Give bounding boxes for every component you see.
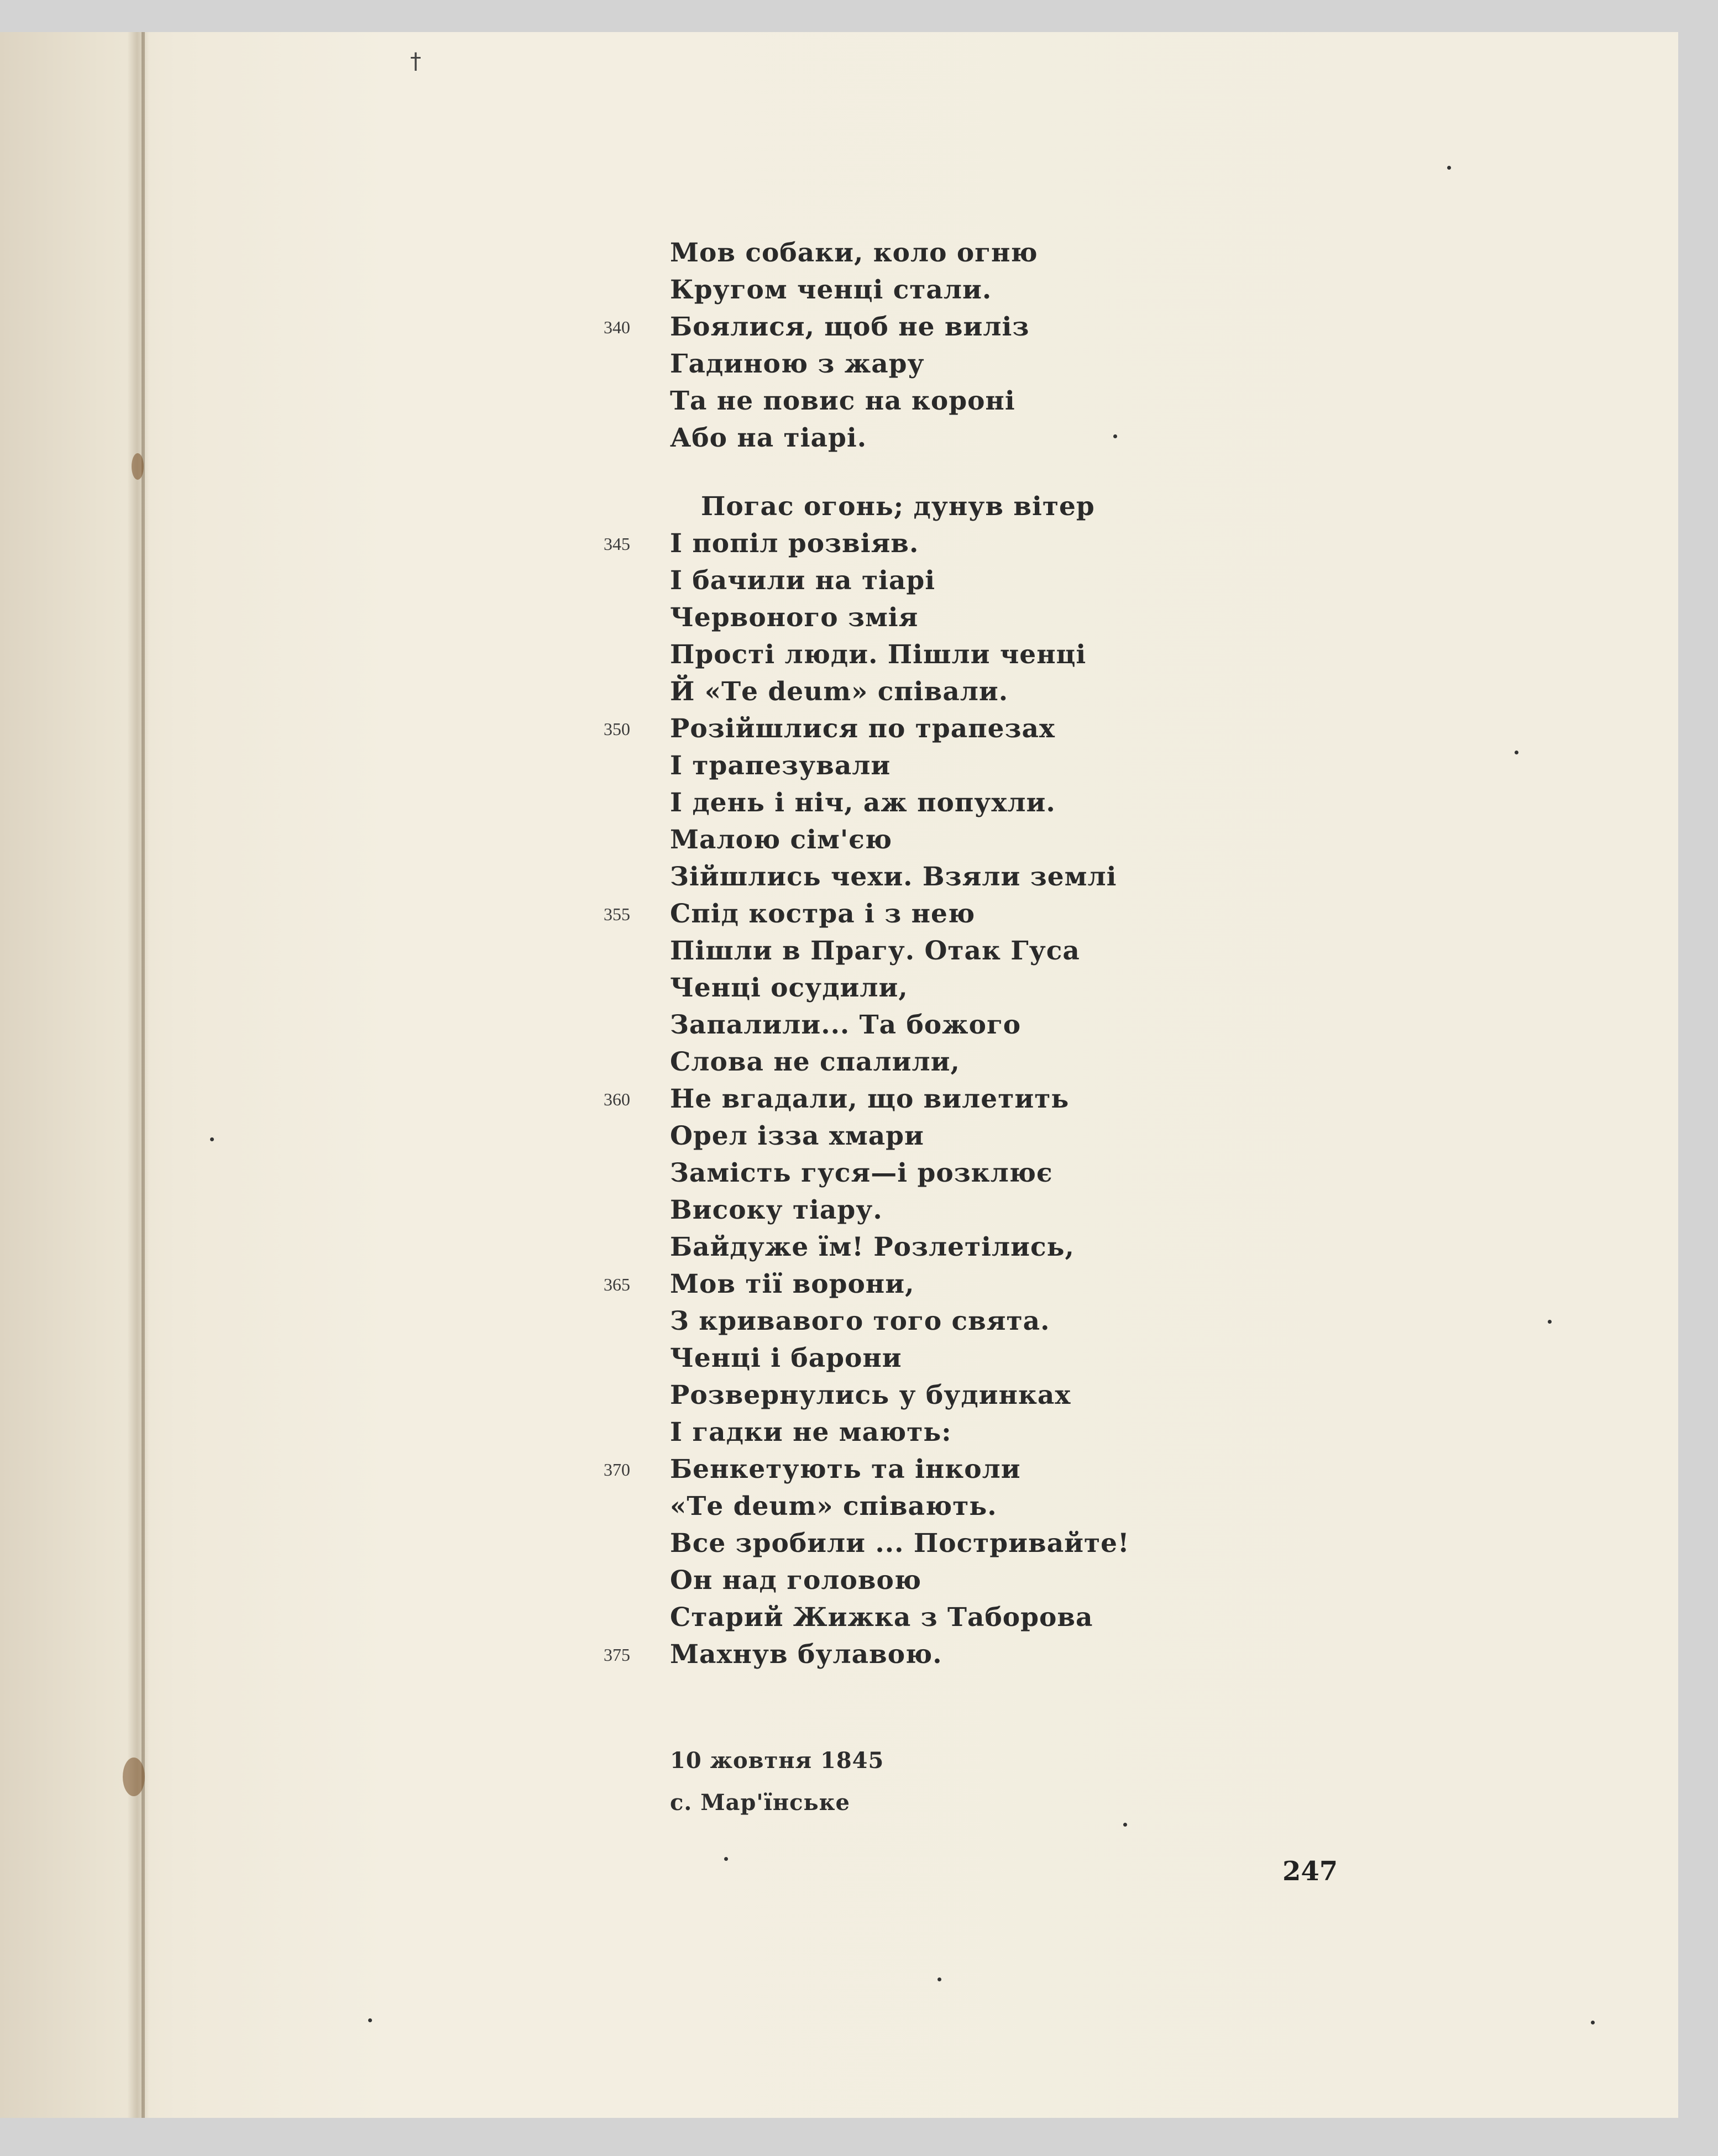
page-gutter-shadow: [127, 32, 149, 2118]
binding-edge: [142, 32, 145, 2118]
poem-line: Ченці і барони: [670, 1343, 902, 1373]
line-number: 345: [604, 534, 630, 554]
poem-line: І гадки не мають:: [670, 1417, 952, 1447]
poem-line: «Те deum» співають.: [670, 1491, 997, 1522]
line-number: 365: [604, 1274, 630, 1294]
poem-line: Ченці осудили,: [670, 973, 908, 1003]
poem-line: Гадиною з жару: [670, 349, 925, 379]
poem-line: Спід костра і з нею: [670, 899, 976, 929]
book-page: [0, 32, 1678, 2118]
poem-line: Слова не спалили,: [670, 1047, 960, 1077]
line-number: 340: [604, 317, 630, 337]
poem-line: Високу тіару.: [670, 1195, 883, 1225]
paper-speck: [937, 1977, 941, 1981]
paper-speck: [724, 1857, 728, 1861]
top-mark: †: [410, 49, 421, 74]
poem-line: І трапезували: [670, 751, 891, 781]
poem-line: Кругом ченці стали.: [670, 275, 992, 305]
page-number: 247: [1282, 1856, 1338, 1887]
poem-line: Та не повис на короні: [670, 386, 1015, 416]
poem-line: Боялися, щоб не виліз: [670, 312, 1030, 342]
poem-line: Запалили... Та божого: [670, 1010, 1022, 1040]
line-number: 375: [604, 1645, 630, 1665]
paper-speck: [1447, 166, 1451, 170]
poem-line: Пішли в Прагу. Отак Гуса: [670, 936, 1080, 966]
paper-speck: [1548, 1320, 1552, 1324]
line-number: 350: [604, 719, 630, 739]
poem-line: З кривавого того свята.: [670, 1306, 1050, 1336]
poem-line: Розійшлися по трапезах: [670, 714, 1055, 744]
paper-speck: [1123, 1823, 1127, 1827]
poem-line: Або на тіарі.: [670, 423, 867, 453]
poem-place: с. Мар'їнське: [670, 1790, 850, 1816]
poem-line: Прості люди. Пішли ченці: [670, 639, 1087, 670]
poem-line: І попіл розвіяв.: [670, 528, 919, 559]
line-number: 370: [604, 1460, 630, 1480]
poem-line: Байдуже їм! Розлетілись,: [670, 1232, 1075, 1262]
paper-speck: [210, 1137, 214, 1141]
poem-date: 10 жовтня 1845: [670, 1748, 884, 1774]
poem-line: Бенкетують та інколи: [670, 1454, 1021, 1484]
paper-speck: [1113, 434, 1117, 438]
poem-line: Орел ізза хмари: [670, 1121, 924, 1151]
poem-line: Червоного змія: [670, 602, 919, 633]
line-number: 355: [604, 904, 630, 924]
paper-speck: [1591, 2021, 1595, 2024]
paper-speck: [1515, 751, 1518, 754]
poem-line: Замість гуся—і розклює: [670, 1158, 1053, 1188]
poem-line: Он над головою: [670, 1565, 922, 1596]
ink-stain: [123, 1758, 145, 1796]
line-number: 360: [604, 1089, 630, 1109]
poem-line: Зійшлись чехи. Взяли землі: [670, 862, 1117, 892]
ink-stain: [132, 453, 144, 480]
poem-line: Погас огонь; дунув вітер: [701, 491, 1095, 522]
paper-speck: [368, 2018, 372, 2022]
poem-line: Все зробили ... Постривайте!: [670, 1528, 1130, 1559]
poem-line: Мов тії ворони,: [670, 1269, 915, 1299]
poem-line: Малою сім'єю: [670, 825, 893, 855]
poem-line: Розвернулись у будинках: [670, 1380, 1071, 1410]
poem-line: І бачили на тіарі: [670, 565, 936, 596]
poem-line: Мов собаки, коло огню: [670, 238, 1038, 268]
poem-line: І день і ніч, аж попухли.: [670, 788, 1056, 818]
poem-line: Махнув булавою.: [670, 1639, 942, 1670]
poem-line: Не вгадали, що вилетить: [670, 1084, 1070, 1114]
poem-line: Й «Те deum» співали.: [670, 676, 1009, 707]
poem-line: Старий Жижка з Таборова: [670, 1602, 1093, 1633]
